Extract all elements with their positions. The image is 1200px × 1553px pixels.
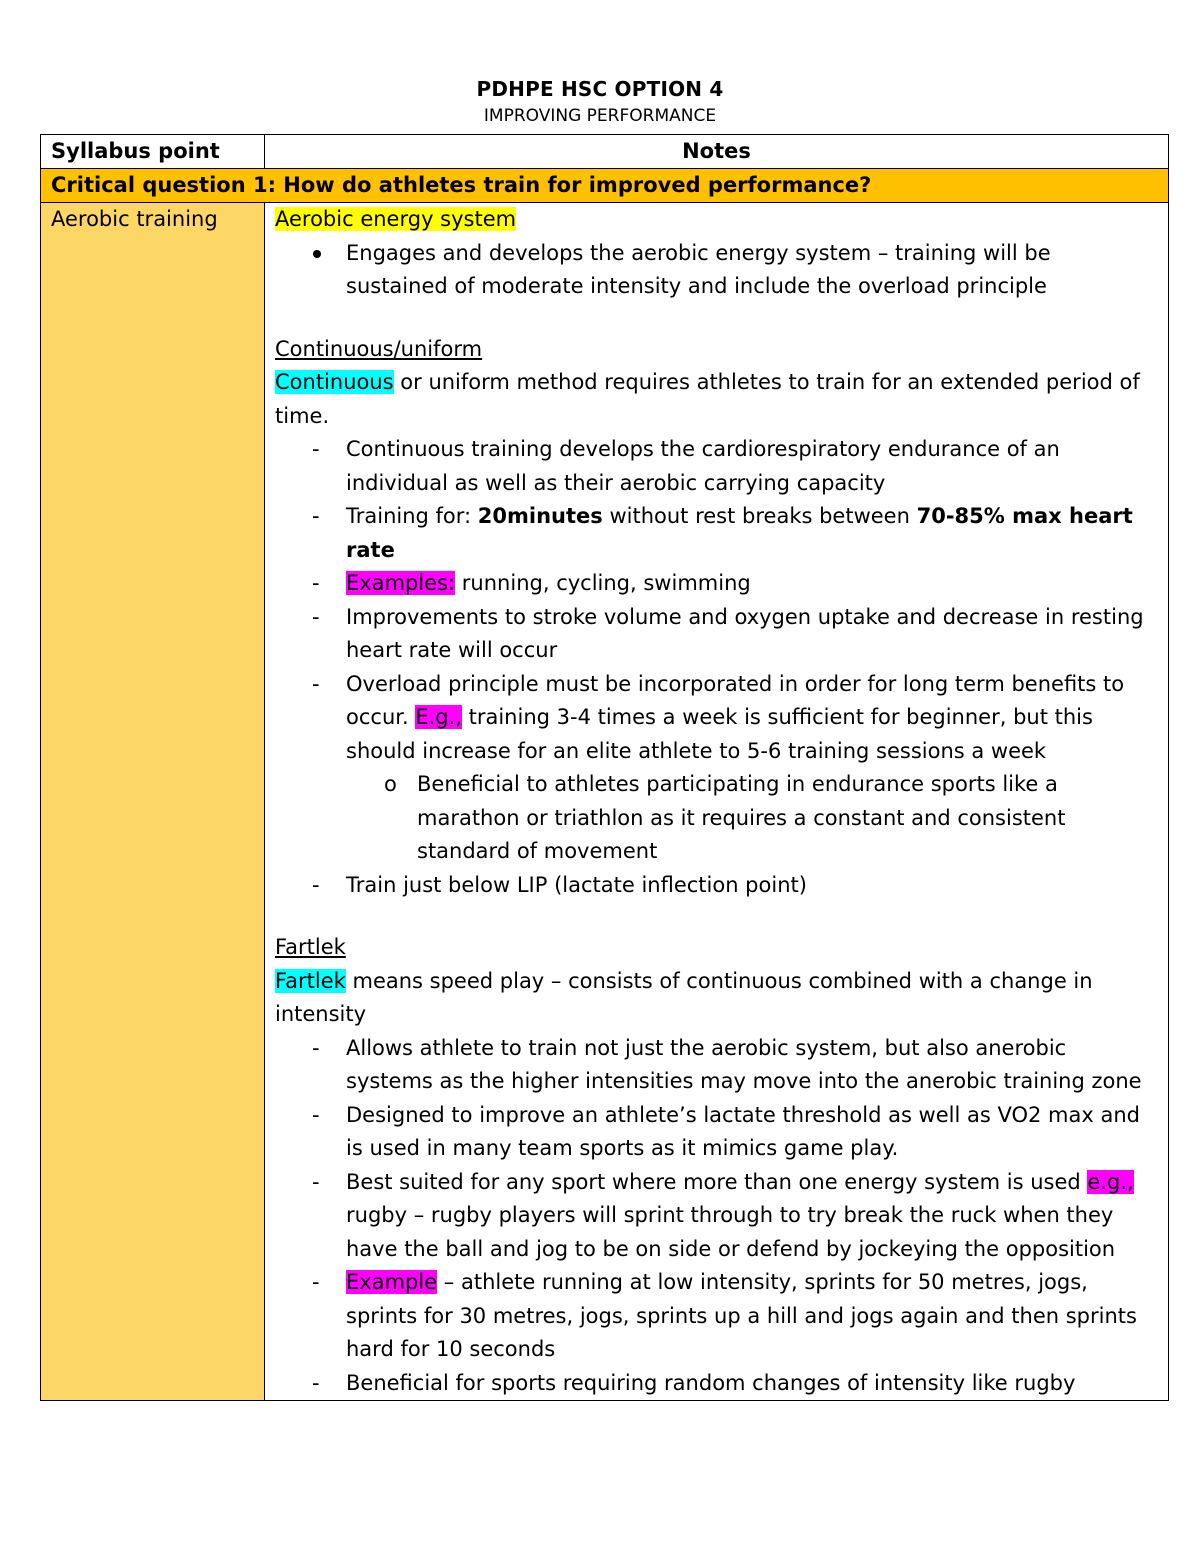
document-title: PDHPE HSC OPTION 4 — [476, 77, 724, 101]
list-item — [275, 668, 1158, 869]
eg-label: e.g., — [1087, 1169, 1134, 1194]
column-header-syllabus: Syllabus point — [41, 135, 265, 169]
continuous-term-highlight: Continuous — [275, 370, 394, 394]
syllabus-point-cell — [41, 203, 265, 1401]
list-item-text: Training for: — [346, 504, 478, 528]
fartlek-intro — [275, 965, 1158, 1032]
spacer — [275, 304, 1158, 333]
list-item — [275, 500, 1158, 567]
list-item — [275, 567, 1158, 601]
list-item — [275, 1266, 1158, 1367]
list-item-text: Best suited for any sport where more than one energy system is used — [346, 1169, 1088, 1194]
eg-label: E.g., — [415, 705, 462, 729]
sub-list-item: o Beneficial to athletes participating in endurance sports like a marathon or triathlon as it requires a constant and consistent standard of movement — [346, 768, 1158, 869]
list-item — [275, 1166, 1158, 1267]
list-item-text: rugby – rugby players will sprint through to try break the ruck when they have the ball and jog to be on side or defend by jockeying the opposition — [346, 1203, 1116, 1261]
list-item: - Designed to improve an athlete’s lactate threshold as well as VO2 max and is used in many team sports as it mimics game play. — [275, 1099, 1158, 1166]
duration-value: 20minutes — [477, 504, 603, 528]
syllabus-point-label: Aerobic training — [51, 207, 218, 231]
table-header-row — [41, 135, 1169, 169]
aerobic-heading-highlight: Aerobic energy system — [275, 207, 517, 231]
continuous-intro — [275, 366, 1158, 433]
continuous-intro-text: or uniform method requires athletes to train for an extended period of time. — [275, 370, 1140, 428]
continuous-heading: Continuous/uniform — [275, 336, 483, 361]
fartlek-list — [275, 1032, 1158, 1401]
notes-table — [40, 134, 1169, 1401]
sub-list — [346, 768, 1158, 869]
continuous-list — [275, 433, 1158, 902]
notes-cell — [265, 203, 1169, 1401]
critical-question-heading: Critical question 1: How do athletes train for improved performance? — [41, 169, 1169, 203]
fartlek-intro-text: means speed play – consists of continuous combined with a change in intensity — [275, 968, 1093, 1026]
list-item: - Continuous training develops the cardiorespiratory endurance of an individual as well as their aerobic carrying capacity — [275, 433, 1158, 500]
list-item-text: Overload principle must be incorporated in order for long term benefits to occur. — [346, 671, 1125, 729]
list-item-text: running, cycling, swimming — [455, 571, 751, 595]
list-item-text: – athlete running at low intensity, sprints for 50 metres, jogs, sprints for 30 metres, jogs, sprints up a hill and jogs again and then sprints hard for 10 seconds — [346, 1270, 1137, 1361]
list-item: Engages and develops the aerobic energy system – training will be sustained of moderate intensity and include the overload principle — [275, 237, 1158, 304]
list-item: - Improvements to stroke volume and oxygen uptake and decrease in resting heart rate will occur — [275, 601, 1158, 668]
page-header — [0, 74, 1200, 126]
document-subtitle: IMPROVING PERFORMANCE — [483, 106, 717, 126]
column-header-notes: Notes — [265, 135, 1169, 169]
list-item: - Allows athlete to train not just the aerobic system, but also anerobic systems as the higher intensities may move into the anerobic training zone — [275, 1032, 1158, 1099]
table-row — [41, 203, 1169, 1401]
section-row — [41, 169, 1169, 203]
aerobic-bullet-list — [275, 237, 1158, 304]
list-item: - Train just below LIP (lactate inflection point) — [275, 869, 1158, 903]
example-label: Example — [346, 1270, 438, 1294]
examples-label: Examples: — [346, 571, 456, 595]
heart-rate-value: 70-85% max heart rate — [346, 504, 1133, 562]
fartlek-heading: Fartlek — [275, 935, 346, 959]
fartlek-term-highlight: Fartlek — [275, 968, 346, 993]
spacer — [275, 902, 1158, 931]
list-item: - Beneficial for sports requiring random changes of intensity like rugby — [275, 1367, 1158, 1401]
aerobic-heading — [275, 203, 1158, 237]
list-item-text: training 3-4 times a week is sufficient for beginner, but this should increase for an elite athlete to 5-6 training sessions a week — [346, 705, 1093, 763]
list-item-text: without rest breaks between — [602, 504, 917, 528]
